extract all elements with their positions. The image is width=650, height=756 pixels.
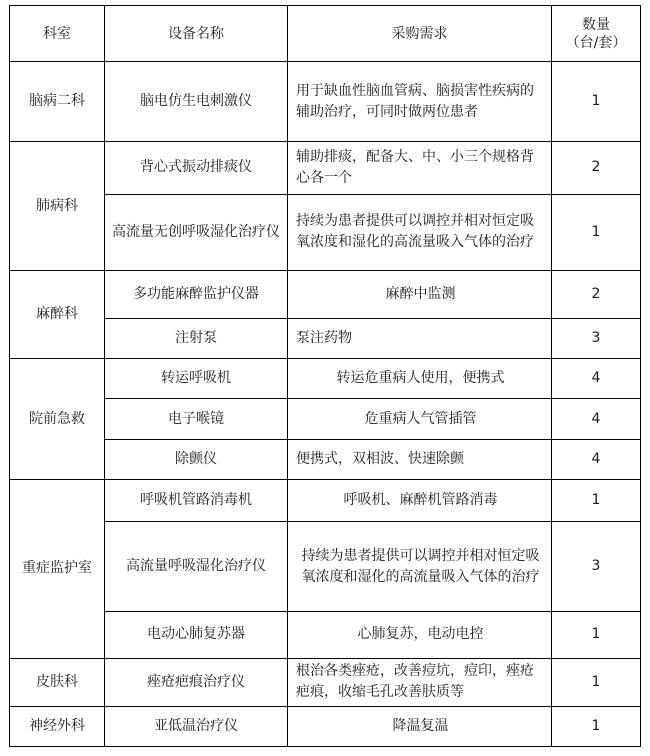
quantity-cell: 1: [552, 706, 641, 746]
table-row: [10, 270, 641, 318]
department-cell: 皮肤科: [10, 658, 105, 706]
requirement-cell: 转运危重病人使用，便携式: [288, 359, 552, 399]
quantity-cell: 1: [552, 194, 641, 270]
quantity-cell: 2: [552, 142, 641, 194]
header-quantity: [552, 6, 641, 62]
equipment-name-cell: 电动心肺复苏器: [105, 612, 288, 658]
table-row: [10, 479, 641, 521]
requirement-cell: 心肺复苏，电动电控: [288, 612, 552, 658]
requirement-cell: 根治各类痤疮，改善痘坑，痘印，痤疮疤痕，收缩毛孔改善肤质等: [288, 658, 552, 706]
department-cell: 肺病科: [10, 142, 105, 271]
equipment-name-cell: 转运呼吸机: [105, 359, 288, 399]
quantity-cell: 3: [552, 521, 641, 611]
requirement-cell: 持续为患者提供可以调控并相对恒定吸氧浓度和湿化的高流量吸入气体的治疗: [288, 521, 552, 611]
table-row: [10, 612, 641, 658]
requirement-cell: 用于缺血性脑血管病、脑损害性疾病的辅助治疗，可同时做两位患者: [288, 62, 552, 142]
requirement-cell: 危重病人气管插管: [288, 399, 552, 439]
equipment-name-cell: 背心式振动排痰仪: [105, 142, 288, 194]
header-quantity-label: 数量: [582, 16, 610, 33]
equipment-procurement-table: [9, 5, 641, 747]
equipment-name-cell: 痤疮疤痕治疗仪: [105, 658, 288, 706]
quantity-cell: 2: [552, 270, 641, 318]
department-cell: 院前急救: [10, 359, 105, 480]
header-equipment-name: 设备名称: [105, 6, 288, 62]
equipment-name-cell: 高流量无创呼吸湿化治疗仪: [105, 194, 288, 270]
requirement-cell: 持续为患者提供可以调控并相对恒定吸氧浓度和湿化的高流量吸入气体的治疗: [288, 194, 552, 270]
quantity-cell: 3: [552, 319, 641, 359]
table-row: [10, 399, 641, 439]
table-row: [10, 521, 641, 611]
table-row: [10, 359, 641, 399]
equipment-name-cell: 脑电仿生电刺激仪: [105, 62, 288, 142]
equipment-name-cell: 高流量呼吸湿化治疗仪: [105, 521, 288, 611]
table-row: [10, 319, 641, 359]
table-row: [10, 142, 641, 194]
quantity-cell: 1: [552, 479, 641, 521]
requirement-cell: 呼吸机、麻醉机管路消毒: [288, 479, 552, 521]
equipment-name-cell: 除颤仪: [105, 439, 288, 479]
requirement-cell: 麻醉中监测: [288, 270, 552, 318]
equipment-name-cell: 多功能麻醉监护仪器: [105, 270, 288, 318]
table-row: [10, 62, 641, 142]
equipment-name-cell: 亚低温治疗仪: [105, 706, 288, 746]
equipment-name-cell: 电子喉镜: [105, 399, 288, 439]
equipment-name-cell: 呼吸机管路消毒机: [105, 479, 288, 521]
quantity-cell: 4: [552, 399, 641, 439]
header-row: [10, 6, 641, 62]
table-row: [10, 194, 641, 270]
requirement-cell: 泵注药物: [288, 319, 552, 359]
quantity-cell: 1: [552, 62, 641, 142]
header-procurement-requirement: 采购需求: [288, 6, 552, 62]
department-cell: 重症监护室: [10, 479, 105, 658]
header-quantity-unit: （台/套）: [565, 34, 627, 51]
department-cell: 麻醉科: [10, 270, 105, 358]
equipment-name-cell: 注射泵: [105, 319, 288, 359]
table-row: [10, 706, 641, 746]
quantity-cell: 4: [552, 439, 641, 479]
requirement-cell: 辅助排痰，配备大、中、小三个规格背心各一个: [288, 142, 552, 194]
requirement-cell: 便携式，双相波、快速除颤: [288, 439, 552, 479]
department-cell: 脑病二科: [10, 62, 105, 142]
quantity-cell: 1: [552, 612, 641, 658]
quantity-cell: 1: [552, 658, 641, 706]
table-body: [10, 62, 641, 747]
table-row: [10, 439, 641, 479]
table-row: [10, 658, 641, 706]
department-cell: 神经外科: [10, 706, 105, 746]
quantity-cell: 4: [552, 359, 641, 399]
requirement-cell: 降温复温: [288, 706, 552, 746]
header-department: 科室: [10, 6, 105, 62]
